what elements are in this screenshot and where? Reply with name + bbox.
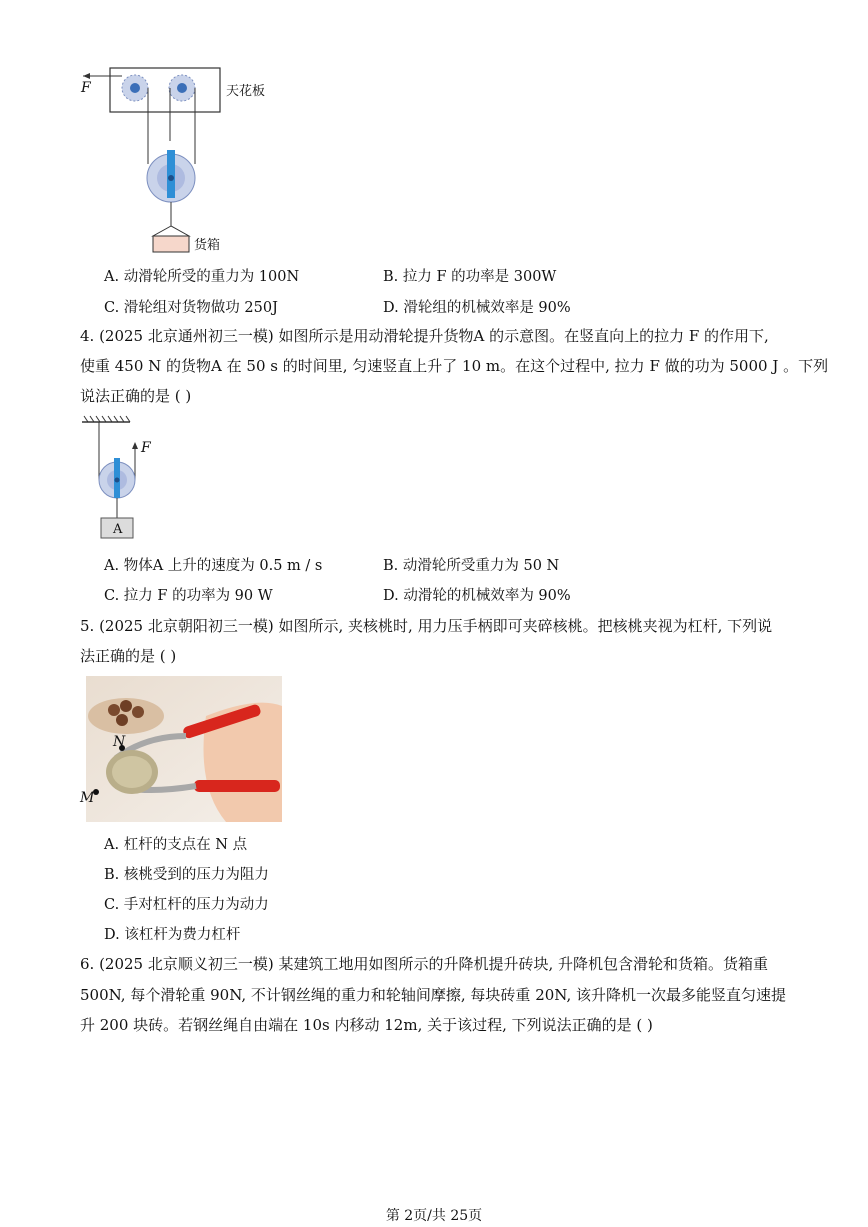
q6-stem-line-1: 6. (2025 北京顺义初三一模) 某建筑工地用如图所示的升降机提升砖块, 升降机包含滑轮和货箱。货箱重 (80, 955, 769, 973)
q3-option-b[interactable]: B. 拉力 F 的功率是 300W (383, 269, 557, 285)
q5-point-n-label: N (113, 734, 126, 750)
q3-option-d[interactable]: D. 滑轮组的机械效率是 90% (383, 300, 571, 316)
q4-stem-line-3: 说法正确的是 ( ) (80, 387, 192, 405)
q4-option-b[interactable]: B. 动滑轮所受重力为 50 N (383, 558, 560, 574)
q3-ceiling-label: 天花板 (226, 84, 266, 99)
q6-stem-line-3: 升 200 块砖。若钢丝绳自由端在 10s 内移动 12m, 关于该过程, 下列说法正确的是 ( ) (80, 1016, 653, 1034)
q4-stem-line-1: 4. (2025 北京通州初三一模) 如图所示是用动滑轮提升货物A 的示意图。在竖直向上的拉力 F 的作用下, (80, 327, 769, 345)
q5-stem-line-1: 5. (2025 北京朝阳初三一模) 如图所示, 夹核桃时, 用力压手柄即可夹碎核桃。把核桃夹视为杠杆, 下列说 (80, 617, 773, 635)
q3-option-c[interactable]: C. 滑轮组对货物做功 250J (104, 300, 278, 316)
q4-option-c[interactable]: C. 拉力 F 的功率为 90 W (104, 588, 273, 604)
q4-force-label: F (141, 440, 151, 456)
q3-option-a[interactable]: A. 动滑轮所受的重力为 100N (104, 269, 300, 285)
q4-option-d[interactable]: D. 动滑轮的机械效率为 90% (383, 588, 571, 604)
page-number: 第 2页/共 25页 (385, 1208, 483, 1224)
q6-stem-line-2: 500N, 每个滑轮重 90N, 不计钢丝绳的重力和轮轴间摩擦, 每块砖重 20N, 该升降机一次最多能竖直匀速提 (80, 986, 786, 1004)
q4-pulley-figure (80, 414, 170, 544)
q5-option-c[interactable]: C. 手对杠杆的压力为动力 (104, 897, 269, 913)
q4-cargo-label: A (113, 522, 123, 537)
q3-cargo-label: 货箱 (194, 238, 221, 253)
q4-option-a[interactable]: A. 物体A 上升的速度为 0.5 m / s (104, 558, 323, 574)
q5-option-a[interactable]: A. 杠杆的支点在 N 点 (104, 837, 248, 853)
q3-force-label: F (81, 80, 91, 96)
q5-stem-line-2: 法正确的是 ( ) (80, 647, 177, 665)
q5-option-b[interactable]: B. 核桃受到的压力为阻力 (104, 867, 269, 883)
q4-stem-line-2: 使重 450 N 的货物A 在 50 s 的时间里, 匀速竖直上升了 10 m。在这个过程中, 拉力 F 做的功为 5000 J 。下列 (80, 357, 829, 375)
q5-option-d[interactable]: D. 该杠杆为费力杠杆 (104, 927, 241, 943)
q5-point-m-label: M (80, 790, 95, 806)
